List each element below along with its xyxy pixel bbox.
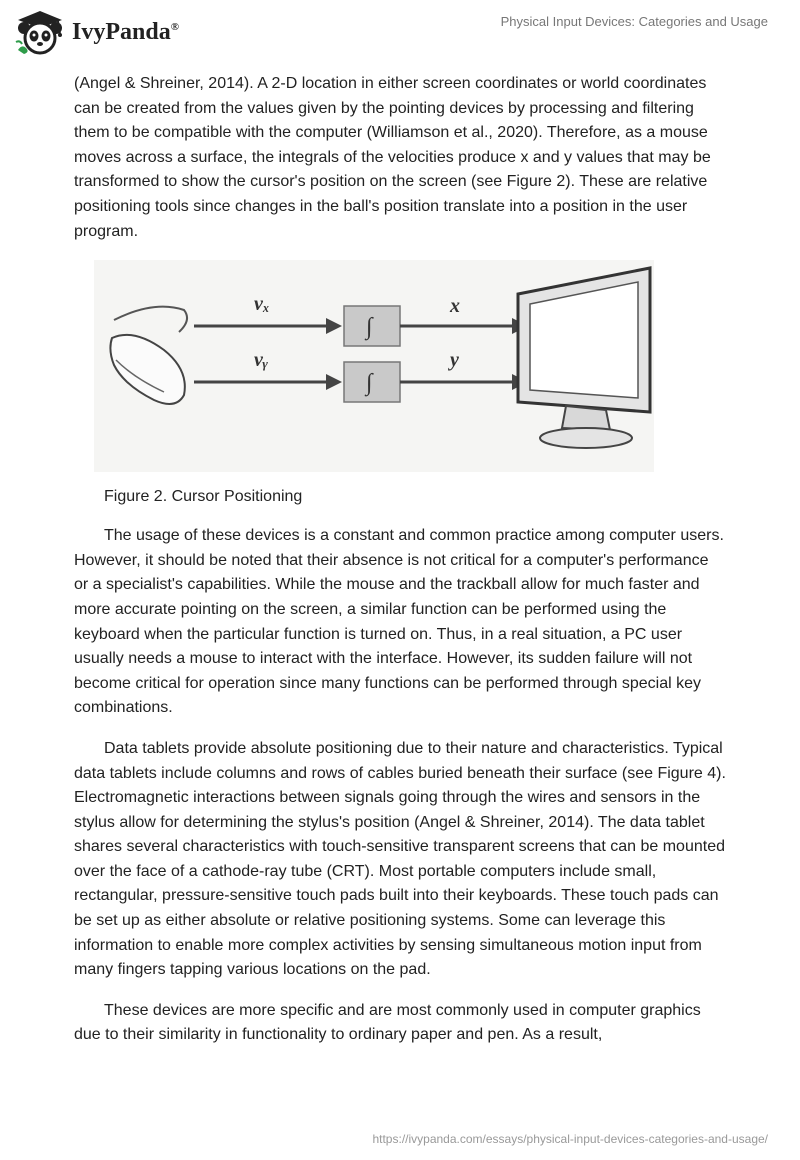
paragraph-4: These devices are more specific and are most commonly used in computer graphics due to their similarity in functionality to ordinary paper and pen. As a result, <box>74 1001 701 1044</box>
document-body <box>74 72 726 1064</box>
y-label: y <box>450 349 459 372</box>
source-url[interactable]: https://ivypanda.com/essays/physical-input-devices-categories-and-usage/ <box>372 1132 768 1146</box>
panda-icon <box>14 8 66 56</box>
integral-symbol-x: ∫ <box>366 314 373 341</box>
vx-label: vₓ <box>254 293 270 316</box>
running-title: Physical Input Devices: Categories and Usage <box>500 14 768 29</box>
logo-text: IvyPanda® <box>72 18 179 45</box>
paragraph-2: The usage of these devices is a constant and common practice among computer users. However, it should be noted that their absence is not critical for a computer's performance or a specialist's capabilities. While the mouse and the trackball allow for much faster and more accurate pointing on the screen, a similar function can be performed using the keyboard when the particular function is turned on. Thus, in a real situation, a PC user usually needs a mouse to interact with the interface. However, its sudden failure will not become critical for operation since many functions can be performed through special key combinations. <box>74 527 724 717</box>
vy-label: vᵧ <box>254 349 268 372</box>
paragraph-1: (Angel & Shreiner, 2014). A 2-D location in either screen coordinates or world coordinates can be created from the values given by the pointing devices by processing and filtering them to be compatible with the computer (Williamson et al., 2020). Therefore, as a mouse moves across a surface, the integrals of the velocities produce x and y values that may be transformed to show the cursor's position on the screen (see Figure 2). These are relative positioning tools since changes in the ball's position translate into a position in the user program. <box>74 75 711 240</box>
figure-cursor-positioning <box>94 260 654 472</box>
integral-symbol-y: ∫ <box>366 370 373 397</box>
ivypanda-logo[interactable] <box>14 8 179 56</box>
paragraph-3: Data tablets provide absolute positioning due to their nature and characteristics. Typical data tablets include columns and rows of cables buried beneath their surface (see Figure 4). Electromagnetic interactions between signals going through the wires and sensors in the stylus allow for determining the stylus's position (Angel & Shreiner, 2014). The data tablet shares several characteristics with touch-sensitive transparent screens that can be mounted over the face of a cathode-ray tube (CRT). Most portable computers include small, rectangular, pressure-sensitive touch pads built into their keyboards. These touch pads can be set up as either absolute or relative positioning systems. Some can leverage this information to enable more complex activities by sensing simultaneous motion input from many fingers tapping various locations on the pad. <box>74 739 726 979</box>
figure-caption: Figure 2. Cursor Positioning <box>104 488 303 506</box>
page-header <box>0 0 800 70</box>
x-label: x <box>450 295 460 318</box>
cursor-positioning-diagram <box>94 260 654 472</box>
